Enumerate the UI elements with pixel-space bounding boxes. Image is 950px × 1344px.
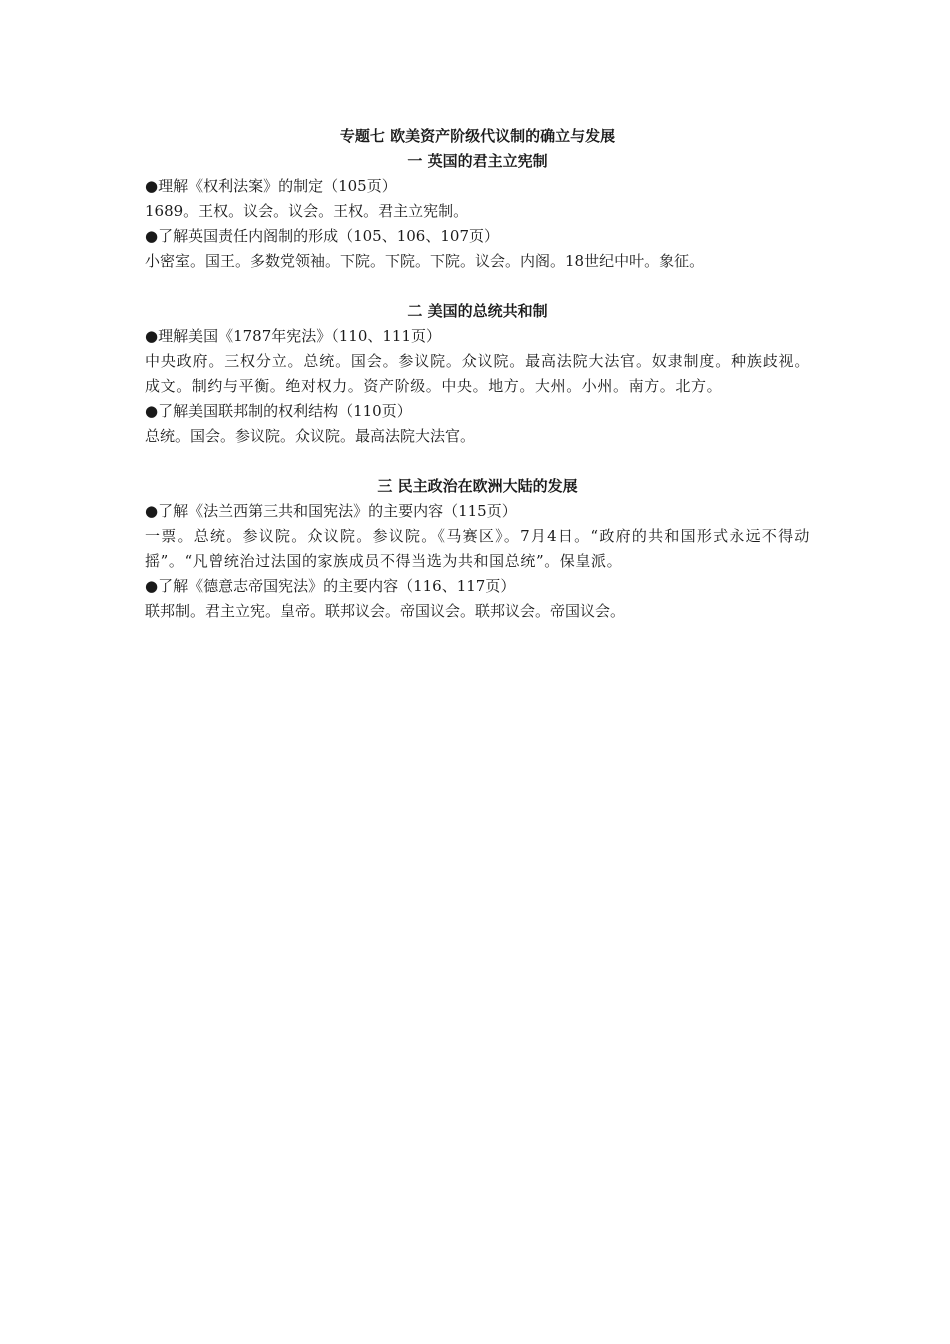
section-heading-europe: 三 民主政治在欧洲大陆的发展	[377, 477, 578, 495]
section-heading-usa: 二 美国的总统共和制	[407, 302, 548, 320]
document-title: 专题七 欧美资产阶级代议制的确立与发展	[339, 127, 616, 145]
study-point: ●了解《德意志帝国宪法》的主要内容（116、117页）	[145, 577, 516, 595]
study-point: ●了解《法兰西第三共和国宪法》的主要内容（115页）	[145, 502, 517, 520]
section-spacer	[145, 274, 810, 299]
answer-text: 中央政府。三权分立。总统。国会。参议院。众议院。最高法院大法官。奴隶制度。种族歧视。成文。制约与平衡。绝对权力。资产阶级。中央。地方。大州。小州。南方。北方。	[145, 352, 810, 395]
study-point: ●了解英国责任内阁制的形成（105、106、107页）	[145, 227, 499, 245]
section-spacer	[145, 449, 810, 474]
section-heading-britain: 一 英国的君主立宪制	[407, 152, 548, 170]
answer-text: 1689。王权。议会。议会。王权。君主立宪制。	[145, 202, 469, 220]
answer-text: 总统。国会。参议院。众议院。最高法院大法官。	[145, 427, 476, 445]
study-point: ●理解美国《1787年宪法》（110、111页）	[145, 327, 442, 345]
document-page	[145, 124, 810, 624]
answer-text: 联邦制。君主立宪。皇帝。联邦议会。帝国议会。联邦议会。帝国议会。	[145, 602, 626, 620]
study-point: ●了解美国联邦制的权利结构（110页）	[145, 402, 412, 420]
answer-text: 小密室。国王。多数党领袖。下院。下院。下院。议会。内阁。18世纪中叶。象征。	[145, 252, 705, 270]
answer-text: 一票。总统。参议院。众议院。参议院。《马赛区》。7月4日。“政府的共和国形式永远不得动摇”。“凡曾统治过法国的家族成员不得当选为共和国总统”。保皇派。	[145, 527, 810, 570]
study-point: ●理解《权利法案》的制定（105页）	[145, 177, 397, 195]
